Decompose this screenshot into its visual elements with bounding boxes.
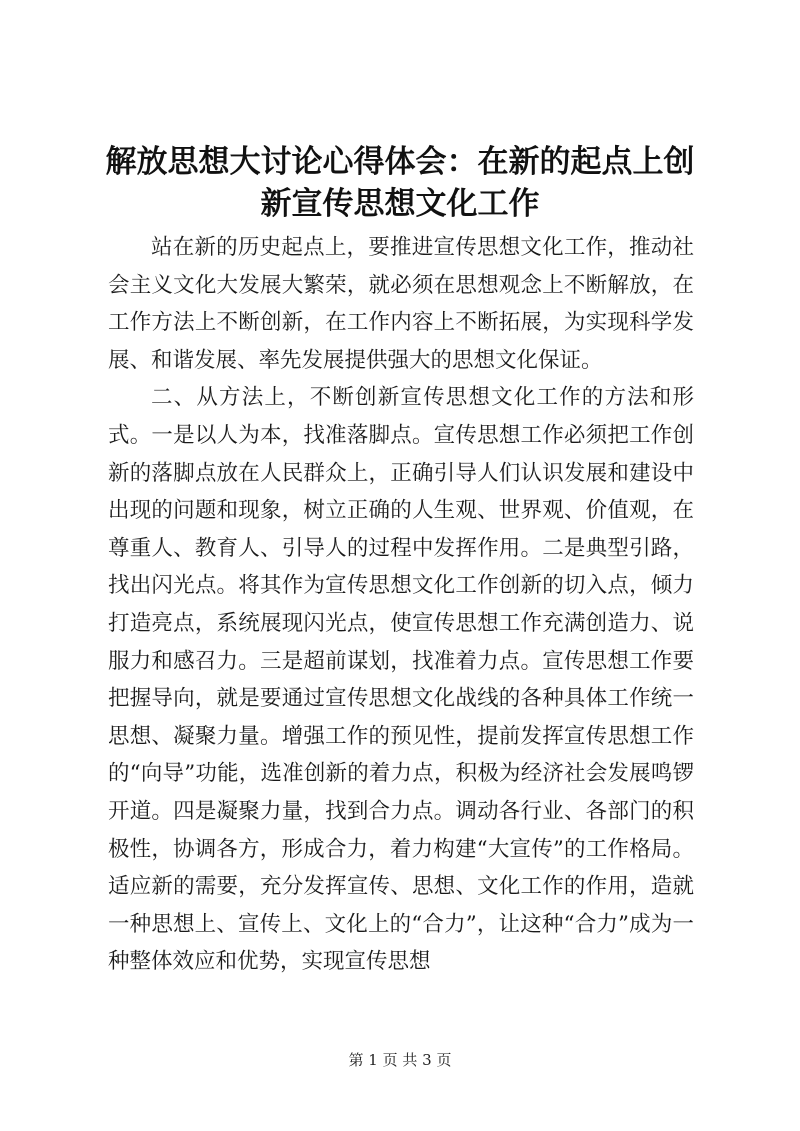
document-body bbox=[108, 229, 694, 981]
paragraph-methods: 二、从方法上，不断创新宣传思想文化工作的方法和形式。一是以人为本，找准落脚点。宣传思想工作必须把工作创新的落脚点放在人民群众上，正确引导人们认识发展和建设中出现的问题和现象，树立正确的人生观、世界观、价值观，在尊重人、教育人、引导人的过程中发挥作用。二是典型引路，找出闪光点。将其作为宣传思想文化工作创新的切入点，倾力打造亮点，系统展现闪光点，使宣传思想工作充满创造力、说服力和感召力。三是超前谋划，找准着力点。宣传思想工作要把握导向，就是要通过宣传思想文化战线的各种具体工作统一思想、凝聚力量。增强工作的预见性，提前发挥宣传思想工作的“向导”功能，选准创新的着力点，积极为经济社会发展鸣锣开道。四是凝聚力量，找到合力点。调动各行业、各部门的积极性，协调各方，形成合力，着力构建“大宣传”的工作格局。适应新的需要，充分发挥宣传、思想、文化工作的作用，造就一种思想上、宣传上、文化上的“合力”，让这种“合力”成为一种整体效应和优势，实现宣传思想 bbox=[108, 385, 694, 975]
paragraph-intro: 站在新的历史起点上，要推进宣传思想文化工作，推动社会主义文化大发展大繁荣，就必须在思想观念上不断解放，在工作方法上不断创新，在工作内容上不断拓展，为实现科学发展、和谐发展、率先发展提供强大的思想文化保证。 bbox=[108, 235, 694, 373]
document-title: 解放思想大讨论心得体会：在新的起点上创新宣传思想文化工作 bbox=[105, 144, 695, 222]
page-footer: 第 1 页 共 3 页 bbox=[348, 1051, 452, 1069]
